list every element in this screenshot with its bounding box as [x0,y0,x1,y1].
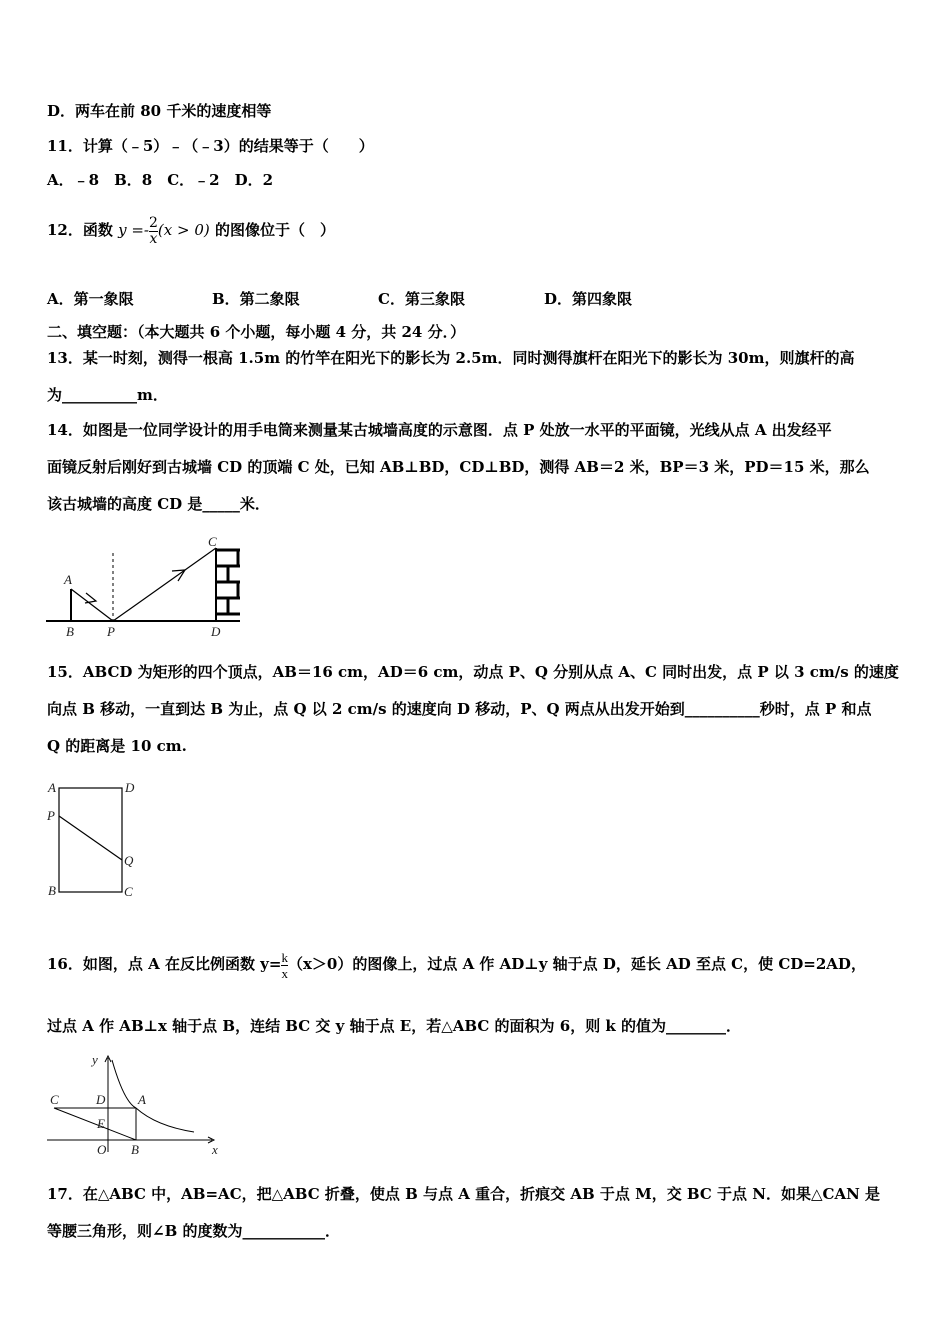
q16-figure [44,1052,224,1162]
q14-figure [44,533,249,643]
q11-options: A．﹣8 B．8 C．﹣2 D．2 [47,171,274,189]
q13-line2: 为__________m． [47,386,168,404]
ray-pc [113,548,216,621]
label-b: B [66,624,74,639]
label-a: A [64,572,72,587]
label-e: E [97,1116,105,1131]
q12-option-d: D．第四象限 [544,290,633,308]
label-c: C [124,884,133,899]
label-b: B [131,1142,139,1157]
label-c: C [50,1092,59,1107]
section-heading: 二、填空题：（本大题共 6 个小题，每小题 4 分，共 24 分．） [47,323,466,341]
q16-fraction-numerator: k [281,949,288,965]
label-q: Q [124,853,134,868]
label-p: P [47,808,55,823]
q15-line3: Q 的距离是 10 cm. [47,737,187,755]
label-y: y [92,1052,98,1067]
q12-prefix: 12．函数 [47,221,113,239]
q12-fraction-denominator: x [149,230,158,247]
q15-line2: 向点 B 移动，一直到达 B 为止，点 Q 以 2 cm/s 的速度向 D 移动，P、Q 两点从出发开始到__________秒时，点 P 和点 [47,700,872,718]
q11-stem: 11．计算（﹣5）﹣（﹣3）的结果等于（ ） [47,137,374,155]
label-a: A [48,780,56,795]
ray-ap [71,589,113,621]
q12-fraction [149,216,158,247]
label-a: A [138,1092,146,1107]
q12-fraction-numerator: 2 [149,214,158,231]
q15-figure [44,778,144,900]
q12-stem [47,215,335,247]
q12-option-c: C．第三象限 [378,290,465,308]
q16-line2: 过点 A 作 AB⊥x 轴于点 B，连结 BC 交 y 轴于点 E，若△ABC 的面积为 6，则 k 的值为________． [47,1017,742,1035]
q12-condition: (x > 0) [157,221,210,239]
wall-bricks [216,550,240,614]
q16-prefix: 16．如图，点 A 在反比例函数 y= [47,955,282,973]
label-x: x [212,1142,218,1157]
label-b: B [48,883,56,898]
q16-suffix: （x＞0）的图像上，过点 A 作 AD⊥y 轴于点 D，延长 AD 至点 C，使 CD=2AD， [287,955,866,973]
q17-line1: 17．在△ABC 中，AB=AC，把△ABC 折叠，使点 B 与点 A 重合，折痕交 AB 于点 M，交 BC 于点 N．如果△CAN 是 [47,1185,881,1203]
q14-line2: 面镜反射后刚好到古城墙 CD 的顶端 C 处，已知 AB⊥BD，CD⊥BD，测得 AB＝2 米，BP＝3 米，PD＝15 米，那么 [47,458,870,476]
q14-line3: 该古城墙的高度 CD 是_____米． [47,495,270,513]
q12-option-b: B．第二象限 [212,290,300,308]
segment-pq [59,816,122,860]
q16-fraction-denominator: x [281,965,288,981]
q12-y-equals: y =- [118,221,149,239]
rectangle-abcd [59,788,122,892]
q10-option-d: D．两车在前 80 千米的速度相等 [47,102,272,120]
label-o: O [97,1142,107,1157]
label-d: D [96,1092,106,1107]
label-d: D [211,624,221,639]
hyperbola-curve [112,1060,194,1132]
label-d: D [125,780,135,795]
label-c: C [208,534,217,549]
q12-suffix: 的图像位于（ ） [214,221,335,239]
q14-line1: 14．如图是一位同学设计的用手电筒来测量某古城墙高度的示意图．点 P 处放一水平的平面镜，光线从点 A 出发经平 [47,421,832,439]
segment-cb [54,1108,136,1140]
q17-line2: 等腰三角形，则∠B 的度数为___________． [47,1222,340,1240]
q16-line1 [47,944,866,984]
q13-line1: 13．某一时刻，测得一根高 1.5m 的竹竿在阳光下的影长为 2.5m．同时测得旗杆在阳光下的影长为 30m，则旗杆的高 [47,349,855,367]
q15-line1: 15．ABCD 为矩形的四个顶点，AB＝16 cm，AD＝6 cm，动点 P、Q 分别从点 A、C 同时出发，点 P 以 3 cm/s 的速度 [47,663,899,681]
q12-option-a: A．第一象限 [47,290,134,308]
label-p: P [107,624,115,639]
